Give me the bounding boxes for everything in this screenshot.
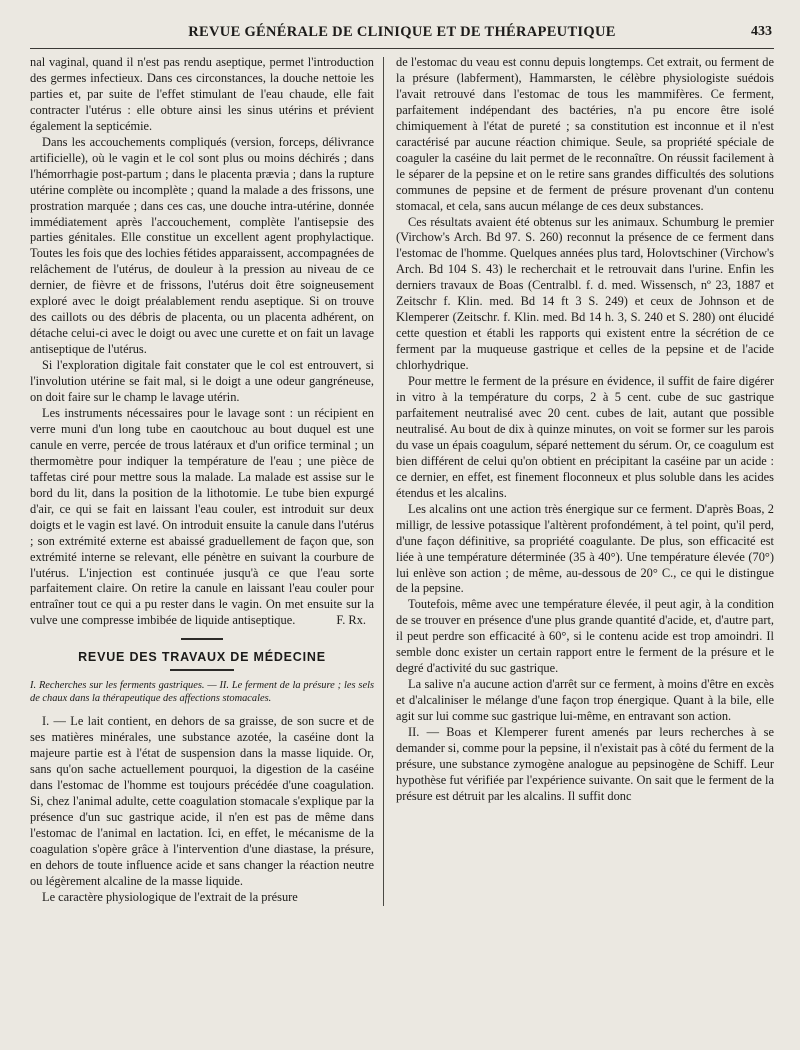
left-column	[30, 55, 383, 906]
section-rule	[170, 669, 234, 671]
paragraph	[30, 406, 374, 629]
paragraph: Le caractère physiologique de l'extrait de la présure	[42, 889, 298, 904]
paragraph: Dans les accouchements compliqués (version, forceps, délivrance artificielle), où le vagin et le col sont plus ou moins déchirés ; dans l'hémorrhagie post-partum ; dans le placenta prævia ; dans la rupture utérine complète ou incomplète ; quand la malade a des frissons, une prostration marquée ; dans ces cas, une douche intra-utérine, donnée immédiatement après l'accouchement, complète l'antisepsie des parties génitales. Elle constitue un excellent agent prophylactique. Toutes les fois que des lochies fétides apparaissent, accompagnées de relâchement de l'utérus, de douleur à la pression au niveau de ce dernier, de fièvre et de frissons, l'utérus doit être soigneusement exploré avec le doigt préalablement rendu aseptique. Si on trouve des caillots ou des débris de placenta, ou un placenta adhérent, on détache celui-ci avec le doigt ou avec une curette et on fait un lavage antiseptique de l'utérus.	[30, 134, 374, 357]
paragraph: Pour mettre le ferment de la présure en évidence, il suffit de faire digérer in vitro à la température du corps, 2 à 5 cent. cube de suc gastrique parfaitement neutralisé avec 20 cent. cubes de lait, autant que possible neutralisé. Au bout de dix à quinze minutes, on voit se former sur les parois du vase un épais coagulum, séparé nettement du sérum. Or, ce coagulum est bien différent de celui qu'on obtient en précipitant la caséine par un acide : ce dernier, en effet, est finement floconneux et plus soluble dans les acides étendus et les alcalins.	[396, 374, 774, 500]
paragraph: de l'estomac du veau est connu depuis longtemps. Cet extrait, ou ferment de la présure (labferment), Hammarsten, le célèbre physiologiste suédois l'avait retrouvé dans l'estomac de tous les mammifères. Ce ferment, parfaitement indépendant des bactéries, n'a pu encore être isolé chimiquement à l'état de pureté ; sa constitution est inconnue et il n'est caractérisé par aucune réaction chimique. Seule, sa propriété spéciale de coaguler la caséine du lait permet de le reconnaître. On réussit facilement à le séparer de la pepsine et on le retire sans grandes difficultés des solutions communes de pepsine et de ferment de présure provenant d'un contenu stomacal, et cela, sans aucun mélange de ces deux substances.	[396, 55, 774, 213]
section-title: REVUE DES TRAVAUX DE MÉDECINE	[78, 650, 326, 665]
paragraph: Si l'exploration digitale fait constater que le col est entrouvert, si l'involution utérine se fait mal, si le doigt a une odeur gangréneuse, on doit faire sur le champ le lavage utérin.	[30, 358, 374, 405]
page-number: 433	[751, 24, 772, 39]
paragraph-text: Les instruments nécessaires pour le lavage sont : un récipient en verre muni d'un long tube en caoutchouc au bout duquel est une canule en verre, percée de trous latéraux et d'un orifice terminal ; un thermomètre pour indiquer la température de l'eau ; une pièce de taffetas ciré pour mettre sous la malade. La malade est assise sur le bord du lit, dans la position de la lithotomie. Le tube bien expurgé d'air, ce qui se fait en laissant l'eau couler, est introduit sur deux doigts et le vagin est lavé. On introduit ensuite la canule dans l'utérus ; son extrémité externe est abaissé graduellement de façon que, son extrémité interne se relevant, elle pénètre en suivant la courbure de l'utérus. L'injection est continuée jusqu'à ce que l'eau sorte parfaitement claire. On retire la canule en laissant l'eau couler pour entraîner tout ce qui a pu rester dans le vagin. On met ensuite sur la vulve une compresse imbibée de liquide antiseptique.	[30, 405, 374, 628]
paragraph: Ces résultats avaient été obtenus sur les animaux. Schumburg le premier (Virchow's Arch. Bd 97. S. 260) reconnut la présence de ce ferment dans l'estomac de l'homme. Quelques années plus tard, Holovtschiner (Virchow's Arch. Bd 104 S. 43) le recherchait et le retrouvait dans l'urine. Enfin les derniers travaux de Boas (Centralbl. f. d. med. Wissensch, nº 23, 1887 et Zeitschr f. Klin. med. Bd 14 ft 3 S. 249) et ceux de Johnson et de Klemperer (Zeitschr. f. Klin. med. Bd 14 h. 3, S. 240 et S. 280) ont élucidé cette question et établi les rapports qui existent entre la sécrétion de ce ferment par la muqueuse gastrique et celles de la pepsine et de l'acide chlorhydrique.	[396, 214, 774, 373]
paragraph: Les alcalins ont une action très énergique sur ce ferment. D'après Boas, 2 milligr, de lessive potassique l'altèrent profondément, à tel point, qu'il perd, d'une façon définitive, sa propriété coagulante. De plus, son efficacité est liée à une température déterminée (35 à 40°). Une température élevée (70°) lui enlève son action ; de même, au-dessous de 20° C., ce qui le distingue de la pepsine.	[396, 501, 774, 596]
running-header	[30, 20, 774, 49]
section-separator	[181, 638, 223, 640]
author-signature: F. Rx.	[336, 613, 366, 628]
paragraph: nal vaginal, quand il n'est pas rendu aseptique, permet l'introduction des germes infectieux. Dans ces circonstances, la douche nettoie les parties et, par suite de l'effet stimulant de l'eau chaude, elle fait contracter l'utérus : elle obture ainsi les sinus utérins et prévient également la septicémie.	[30, 55, 374, 133]
paragraph: La salive n'a aucune action d'arrêt sur ce ferment, à moins d'être en excès et d'alcaliniser le mélange d'une façon trop énergique. Quant à la bile, elle agit sur lui comme suc gastrique lui-même, en entravant son action.	[396, 677, 774, 724]
right-column	[384, 55, 774, 906]
article-heading: I. Recherches sur les ferments gastriques. — II. Le ferment de la présure ; les sels de chaux dans la thérapeutique des affections stomacales.	[30, 680, 374, 704]
two-column-body	[30, 55, 774, 906]
paragraph: II. — Boas et Klemperer furent amenés par leurs recherches à se demander si, comme pour la pepsine, il n'existait pas à côté du ferment de la présure, une substance zymogène analogue au pepsinogène de Schiff. Leur hypothèse fut vérifiée par l'expérience suivante. On sait que le ferment de la présure est détruit par les alcalins. Il suffit donc	[396, 725, 774, 803]
running-title: REVUE GÉNÉRALE DE CLINIQUE ET DE THÉRAPEUTIQUE	[188, 24, 616, 40]
paragraph: Toutefois, même avec une température élevée, il peut agir, à la condition de se trouver en présence d'une plus grande quantité d'acide, et, d'autre part, il peut perdre son efficacité à 60°, si le contenu acide est trop amoindri. Il semble donc exister un certain rapport entre le ferment de la présure et le degré d'activité du suc gastrique.	[396, 597, 774, 676]
paragraph: I. — Le lait contient, en dehors de sa graisse, de son sucre et de ses matières minérales, une substance azotée, la caséine dont la majeure partie est à l'état de suspension dans la masse liquide. Or, sans qu'on sache actuellement pourquoi, la digestion de la caséine dans l'estomac de l'homme est toujours précédée d'une coagulation. Si, chez l'animal adulte, cette coagulation stomacale s'explique par la présence d'un suc gastrique acide, il n'en est pas de même dans l'estomac de l'animal en lactation. Ici, en effet, le mécanisme de la coagulation s'opère grâce à l'intervention d'une diastase, la présure, en dehors de toute influence acide et sans changer la réaction neutre ou légèrement alcaline de la masse liquide.	[30, 714, 374, 888]
